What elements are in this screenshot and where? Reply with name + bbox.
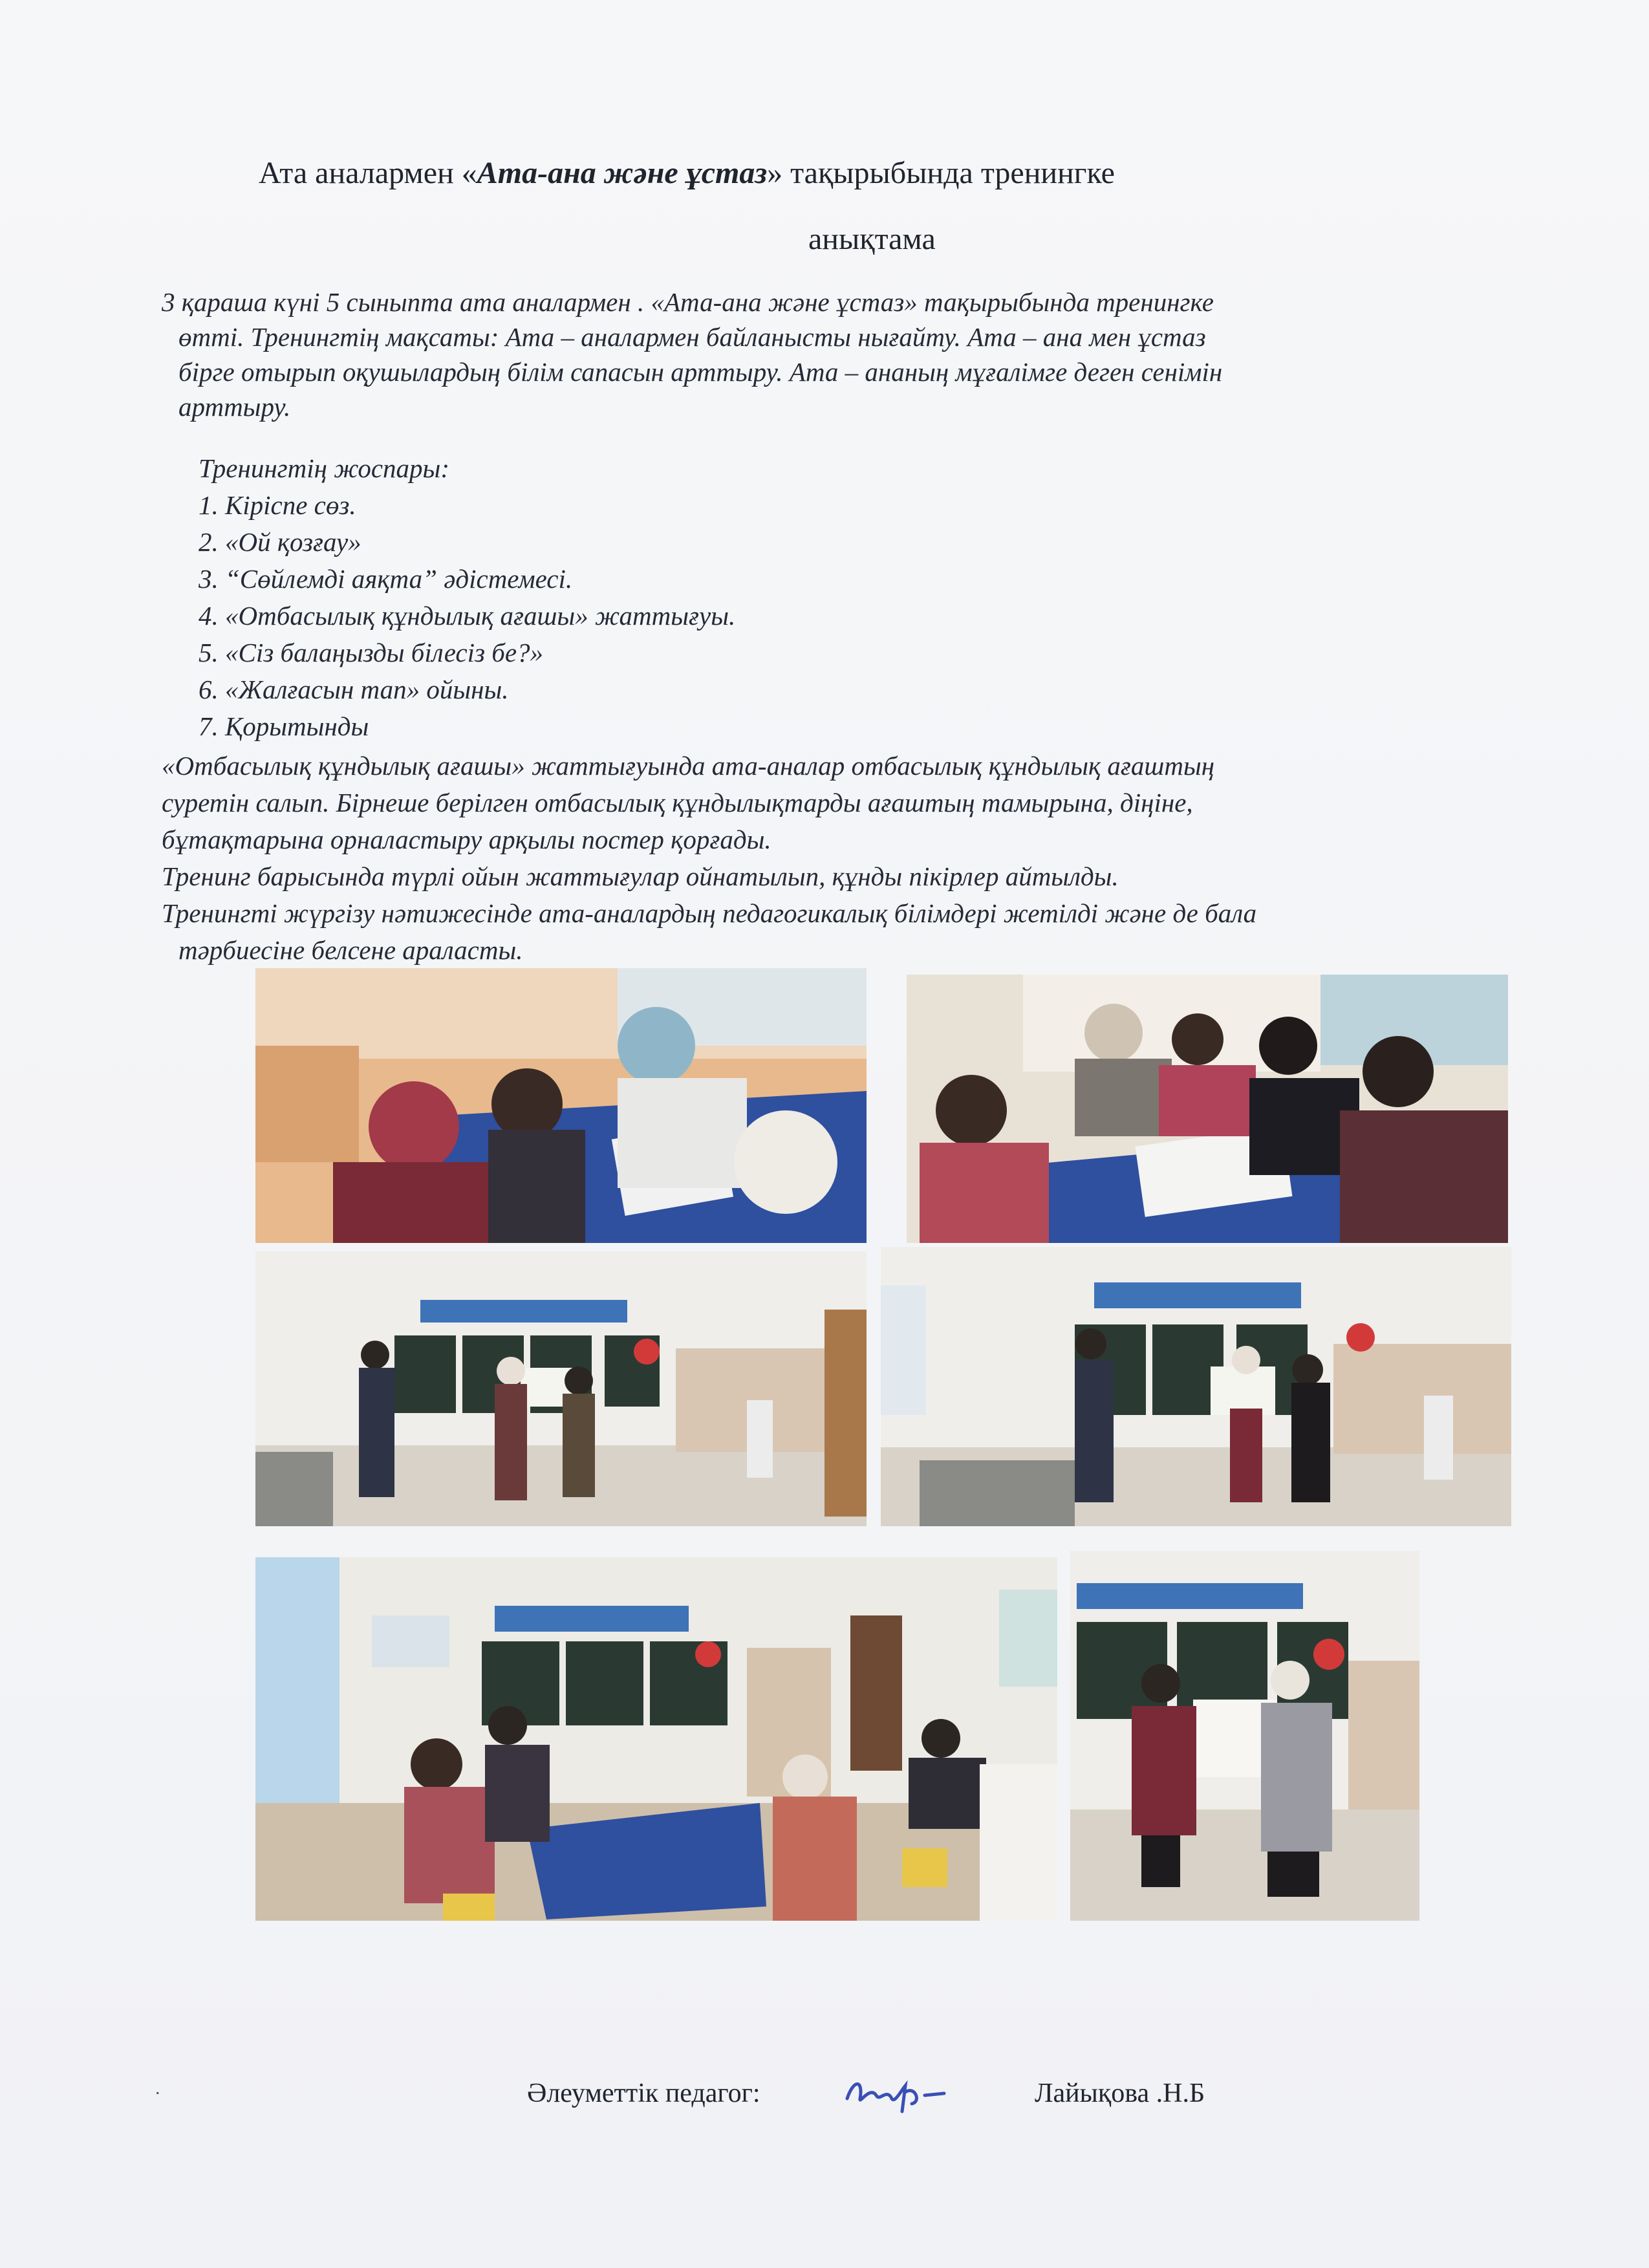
photo-group-at-table-1 <box>255 968 867 1243</box>
body-line: «Отбасылық құндылық ағашы» жаттығуында ата-аналар отбасылық құндылық ағаштың <box>162 751 1215 781</box>
stray-dot: . <box>155 2077 160 2099</box>
intro-line: 3 қараша күні 5 сыныпта ата аналармен . «Ата-ана және ұстаз» тақырыбында тренингке <box>162 287 1214 317</box>
intro-line: өтті. Тренингтің мақсаты: Ата – аналармен байланысты нығайту. Ата – ана мен ұстаз <box>178 322 1206 352</box>
plan-item: 2. «Ой қозғау» <box>199 527 361 557</box>
plan-list <box>165 487 735 745</box>
photo-poster-presentation-2 <box>881 1247 1511 1526</box>
document-subtitle: анықтама <box>808 222 936 256</box>
photo-poster-presentation-1 <box>255 1251 867 1526</box>
plan-item: 4. «Отбасылық құндылық ағашы» жаттығуы. <box>199 601 736 631</box>
photo-poster-handover <box>1070 1551 1419 1921</box>
intro-line: бірге отырып оқушылардың білім сапасын арттыру. Ата – ананың мұғалімге деген сенімін <box>178 357 1223 387</box>
intro-paragraph <box>162 285 1222 424</box>
body-line: суретін салып. Бірнеше берілген отбасылық құндылықтарды ағаштың тамырына, діңіне, <box>162 788 1193 817</box>
plan-item: 1. Кіріспе сөз. <box>199 490 356 520</box>
intro-line: арттыру. <box>178 392 291 422</box>
plan-item: 5. «Сіз балаңызды білесіз бе?» <box>199 638 544 667</box>
training-plan <box>165 450 735 745</box>
plan-heading: Тренингтің жоспары: <box>199 453 449 483</box>
footer-role: Әлеуметтік педагог: <box>527 2079 760 2108</box>
signature-mark <box>841 2066 970 2115</box>
body-line: бұтақтарына орналастыру арқылы постер қорғады. <box>162 825 771 854</box>
body-line: тәрбиесіне белсене араласты. <box>178 935 523 965</box>
plan-item: 7. Қорытынды <box>199 711 369 741</box>
plan-item: 3. “Сөйлемді аяқта” әдістемесі. <box>199 564 573 594</box>
document-title: Ата аналармен «Ата-ана және ұстаз» тақырыбында тренингке <box>259 156 1115 190</box>
plan-item: 6. «Жалғасын тап» ойыны. <box>199 675 509 704</box>
photo-classroom-overview <box>255 1557 1057 1921</box>
body-paragraphs <box>162 748 1256 969</box>
photo-group-at-table-2 <box>907 975 1508 1243</box>
body-line: Тренингті жүргізу нәтижесінде ата-аналардың педагогикалық білімдері жетілді және де бала <box>162 898 1257 928</box>
footer-name: Лайықова .Н.Б <box>1035 2079 1205 2108</box>
title-emphasis: Ата-ана және ұстаз <box>477 156 768 190</box>
body-line: Тренинг барысында түрлі ойын жаттығулар ойнатылып, құнды пікірлер айтылды. <box>162 861 1119 891</box>
